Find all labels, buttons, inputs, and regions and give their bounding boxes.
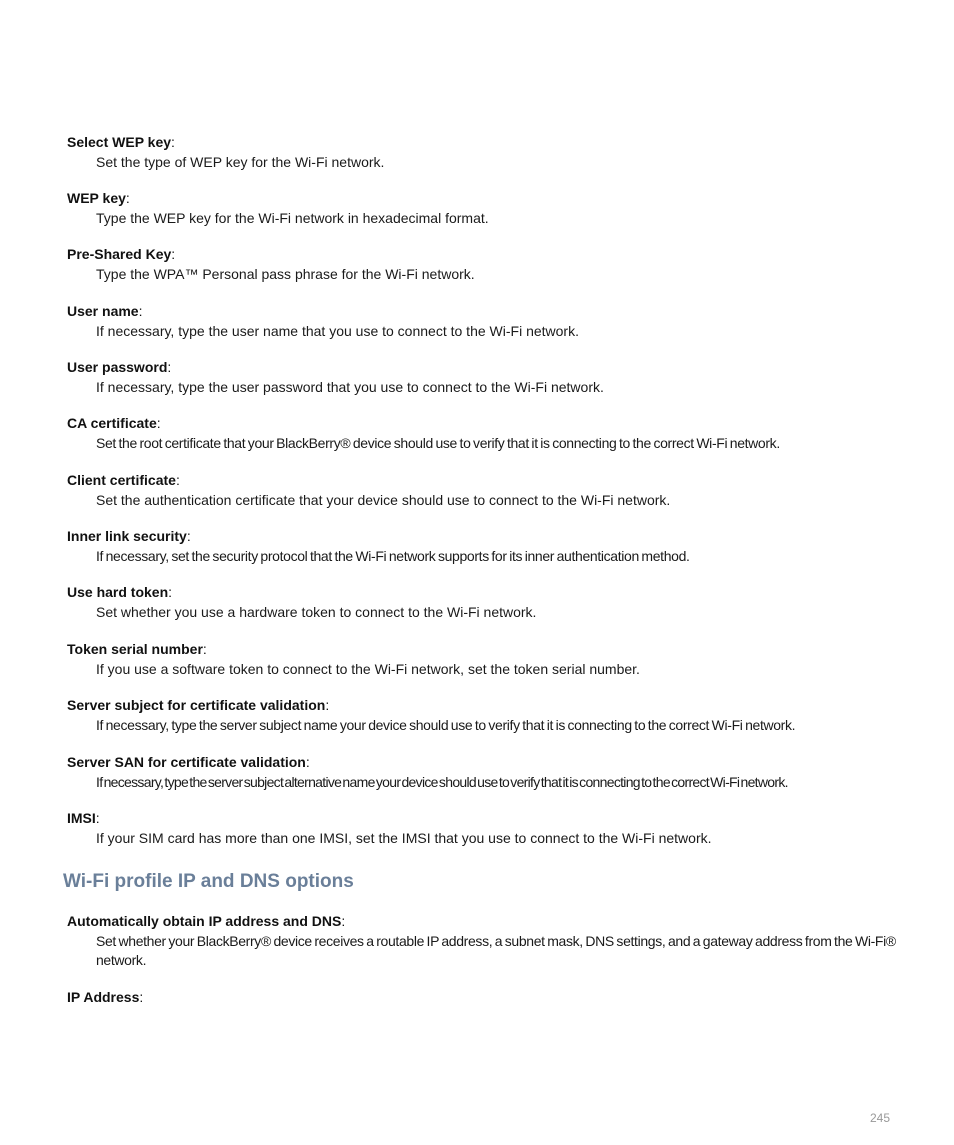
term-auto-obtain-ip: Automatically obtain IP address and DNS:	[67, 913, 346, 929]
desc-use-hard-token: Set whether you use a hardware token to connect to the Wi-Fi network.	[96, 604, 537, 620]
desc-user-name: If necessary, type the user name that you use to connect to the Wi-Fi network.	[96, 323, 579, 339]
desc-server-subject: If necessary, type the server subject name your device should use to verify that it is connecting to the correct Wi-Fi network.	[96, 717, 796, 733]
term-pre-shared-key: Pre-Shared Key:	[67, 246, 176, 262]
term-user-password: User password:	[67, 359, 172, 375]
term-token-serial-number: Token serial number:	[67, 641, 207, 657]
term-select-wep-key: Select WEP key:	[67, 134, 175, 150]
term-inner-link-security: Inner link security:	[67, 528, 191, 544]
desc-select-wep-key: Set the type of WEP key for the Wi-Fi network.	[96, 154, 385, 170]
term-imsi: IMSI:	[67, 810, 100, 826]
term-client-certificate: Client certificate:	[67, 472, 180, 488]
term-server-san: Server SAN for certificate validation:	[67, 754, 310, 770]
desc-inner-link-security: If necessary, set the security protocol that the Wi-Fi network supports for its inner authentication method.	[96, 548, 690, 564]
term-user-name: User name:	[67, 303, 143, 319]
term-ip-address: IP Address:	[67, 989, 144, 1005]
term-use-hard-token: Use hard token:	[67, 584, 173, 600]
desc-auto-obtain-ip: Set whether your BlackBerry® device receives a routable IP address, a subnet mask, DNS settings, and a gateway address from the Wi-Fi® network.	[96, 933, 896, 968]
desc-token-serial-number: If you use a software token to connect to the Wi-Fi network, set the token serial number.	[96, 661, 640, 677]
page-number: 245	[869, 1111, 890, 1125]
term-wep-key: WEP key:	[67, 190, 130, 206]
desc-wep-key: Type the WEP key for the Wi-Fi network in hexadecimal format.	[96, 210, 489, 226]
desc-imsi: If your SIM card has more than one IMSI, set the IMSI that you use to connect to the Wi-Fi network.	[96, 830, 712, 846]
section-heading: Wi-Fi profile IP and DNS options	[63, 871, 354, 892]
desc-ca-certificate: Set the root certificate that your BlackBerry® device should use to verify that it is connecting to the correct Wi-Fi network.	[96, 435, 780, 451]
desc-server-san: If necessary, type the server subject alternative name your device should use to verify that it is connecting to the correct Wi-Fi network.	[96, 774, 788, 790]
desc-pre-shared-key: Type the WPA™ Personal pass phrase for the Wi-Fi network.	[96, 266, 475, 282]
term-ca-certificate: CA certificate:	[67, 415, 161, 431]
desc-client-certificate: Set the authentication certificate that your device should use to connect to the Wi-Fi network.	[96, 492, 671, 508]
term-server-subject: Server subject for certificate validation:	[67, 697, 330, 713]
desc-user-password: If necessary, type the user password that you use to connect to the Wi-Fi network.	[96, 379, 604, 395]
